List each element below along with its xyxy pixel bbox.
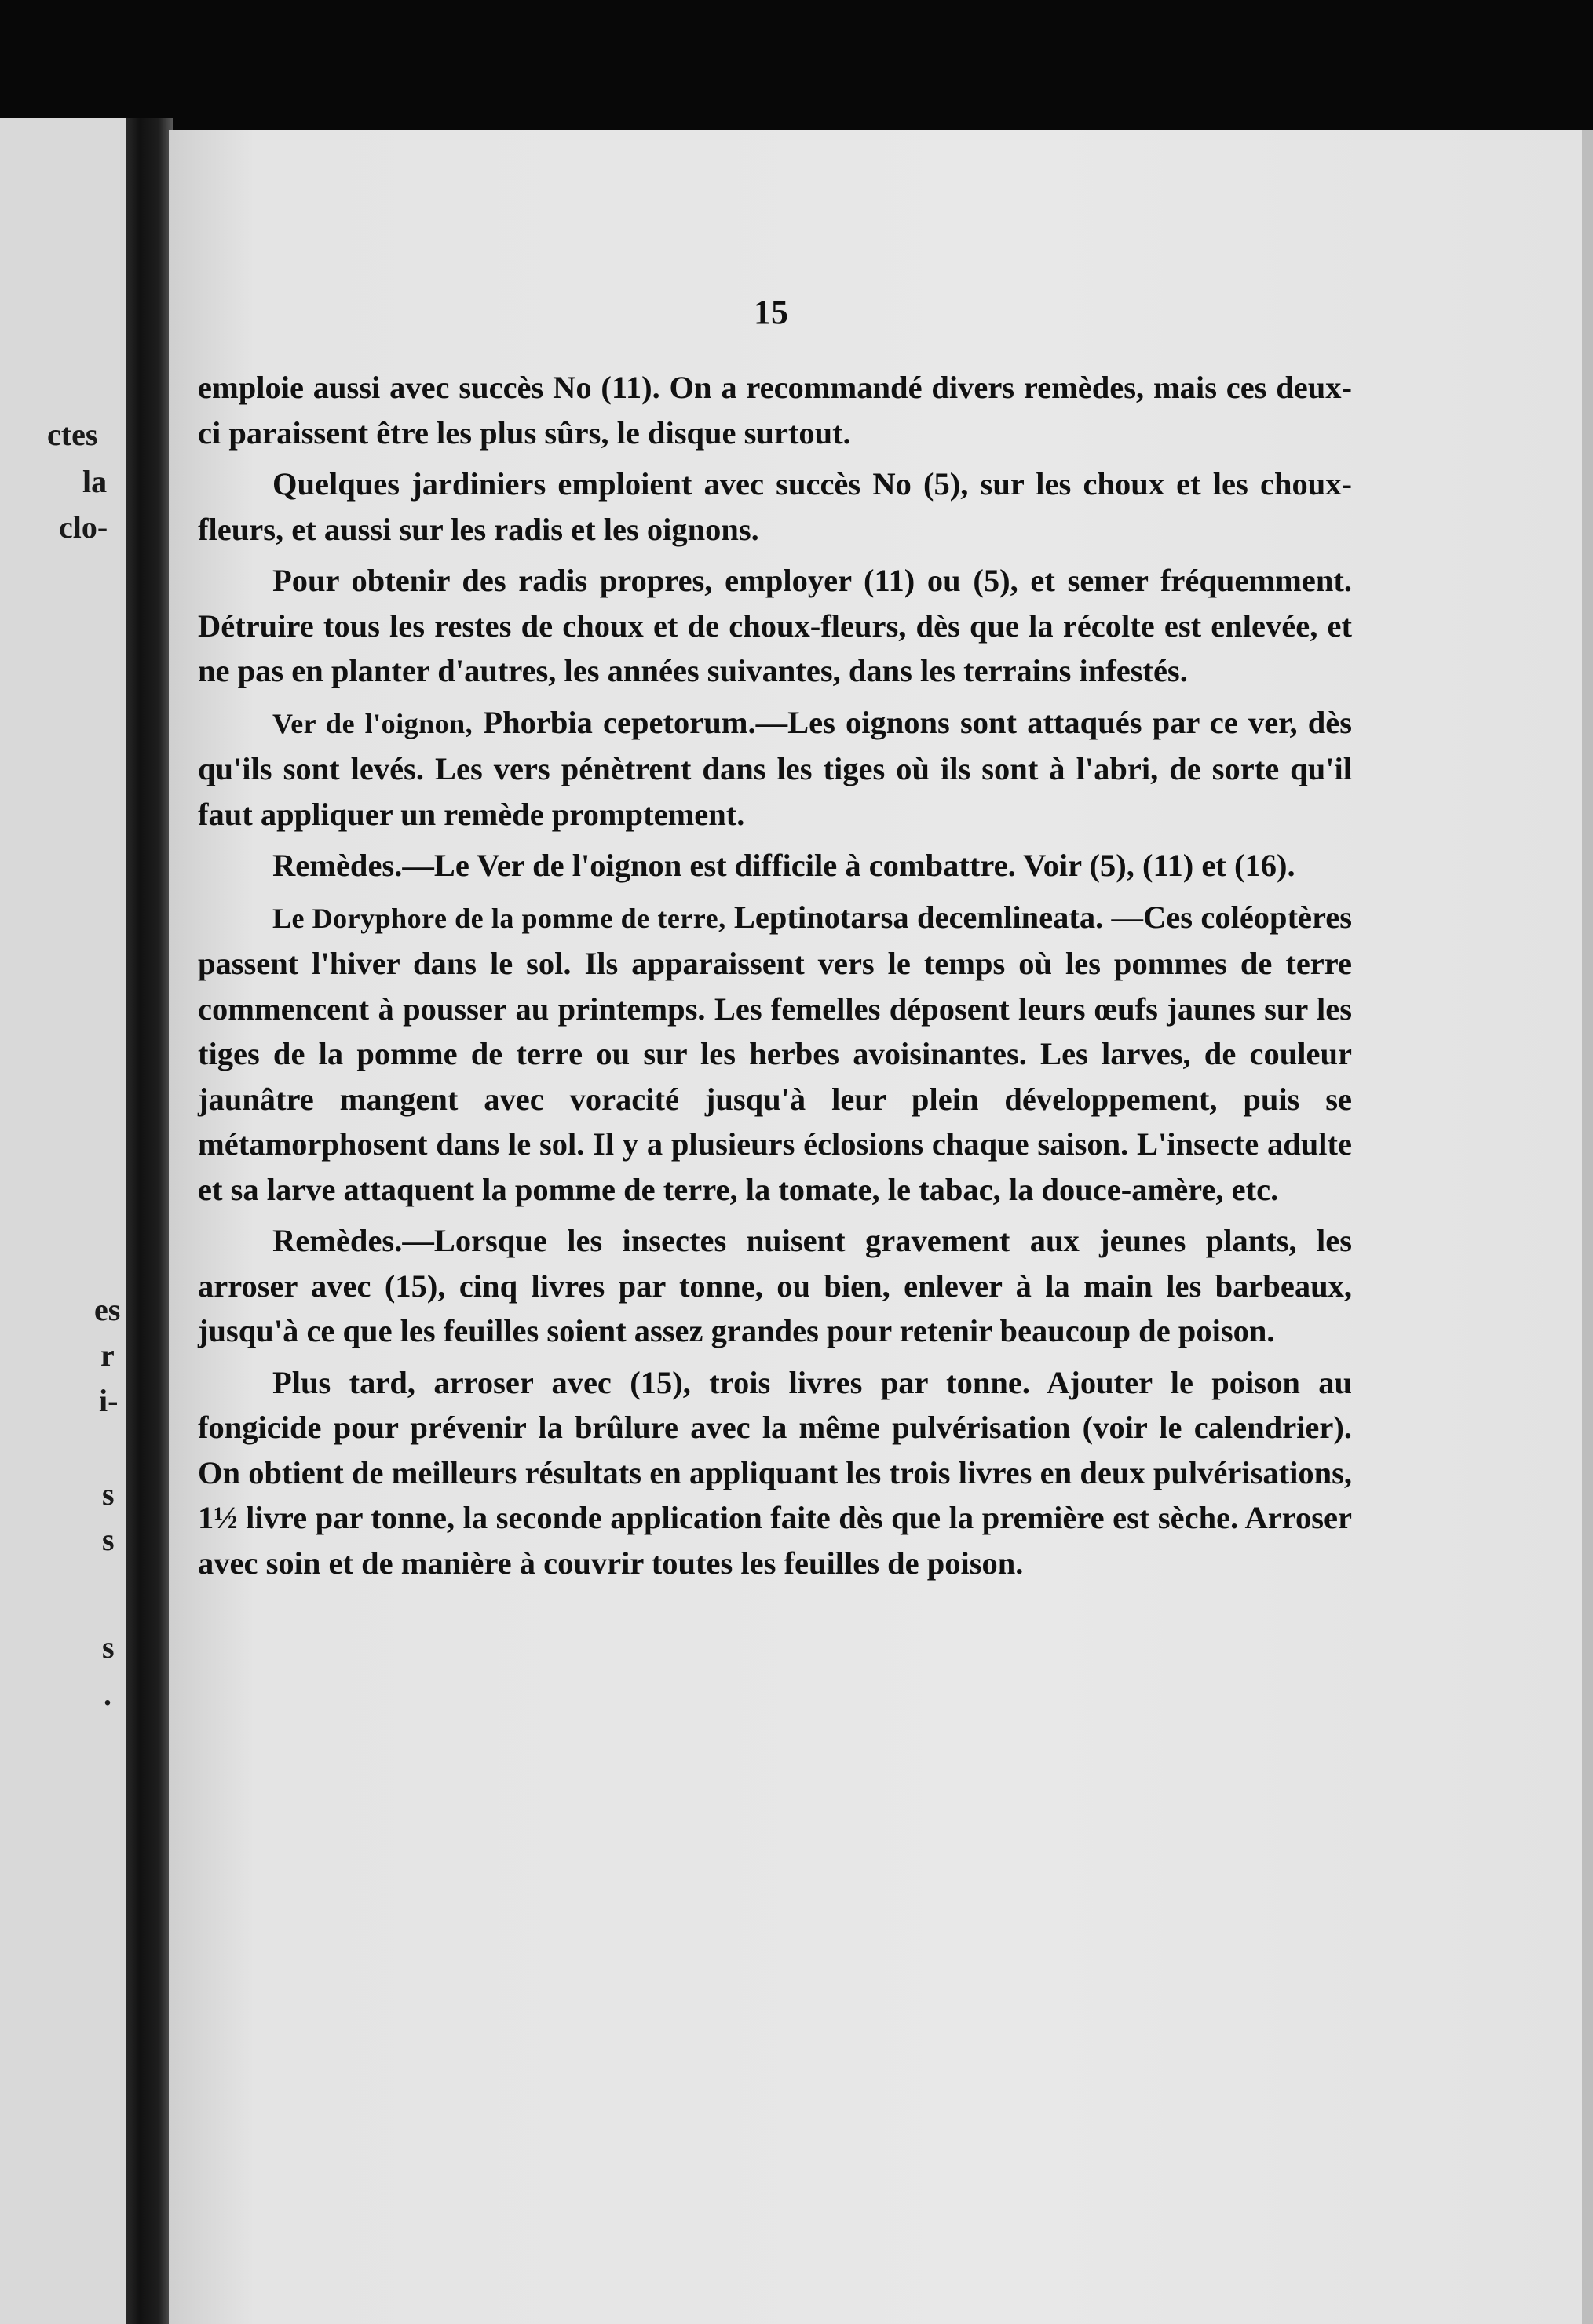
fragment-text: es [94, 1292, 121, 1327]
paragraph [198, 843, 1352, 888]
section-heading: Ver de l'oignon, [272, 707, 473, 739]
fragment-text: la [82, 464, 108, 499]
fragment-text: clo- [59, 509, 108, 545]
paragraph [198, 700, 1352, 837]
fragment-text: s [102, 1476, 115, 1512]
scan-top-border [0, 0, 1593, 133]
book-spine-shadow [126, 118, 173, 2324]
paragraph-text: Pour obtenir des radis propres, employer (11) ou (5), et semer fréquemment. Détruire tous les restes de choux et de choux-fleurs, dès que la récolte est enlevée, et ne pas en planter d'autres, les années suivantes, dans les terrains infestés. [198, 563, 1352, 688]
paragraph [198, 558, 1352, 694]
fragment-text: ctes [47, 417, 98, 452]
paragraph-text: Quelques jardiniers emploient avec succès No (5), sur les choux et les choux-fleurs, et aussi sur les radis et les oignons. [198, 466, 1352, 547]
adjacent-page-fragment [0, 118, 137, 2324]
paragraph-text: Remèdes.—Lorsque les insectes nuisent gravement aux jeunes plants, les arroser avec (15), cinq livres par tonne, ou bien, enlever à la main les barbeaux, jusqu'à ce que les feuilles soient assez grandes pour retenir beaucoup de poison. [198, 1223, 1352, 1348]
fragment-text: s [102, 1522, 115, 1557]
body-text [198, 365, 1352, 1592]
fragment-text: r [100, 1337, 115, 1373]
fragment-text: s [102, 1629, 115, 1665]
paragraph [198, 1360, 1352, 1586]
page-edge [1582, 130, 1593, 2324]
paragraph [198, 365, 1352, 455]
fragment-text: i- [99, 1383, 119, 1418]
paragraph-text: Remèdes.—Le Ver de l'oignon est difficile à combattre. Voir (5), (11) et (16). [272, 848, 1295, 883]
paragraph-text: Plus tard, arroser avec (15), trois livres par tonne. Ajouter le poison au fongicide pour prévenir la brûlure avec la même pulvérisation (voir le calendrier). On obtient de meilleurs résultats en appliquant les trois livres en deux pulvérisations, 1½ livre par tonne, la seconde application faite dès que la première est sèche. Arroser avec soin et de manière à couvrir toutes les feuilles de poison. [198, 1364, 1352, 1581]
fragment-text: . [104, 1676, 111, 1712]
page-number: 15 [754, 293, 788, 331]
paragraph [198, 462, 1352, 552]
paragraph [198, 895, 1352, 1213]
paragraph-text: Phorbia cepetorum.—Les oignons sont attaqués par ce ver, dès qu'ils sont levés. Les vers pénètrent dans les tiges où ils sont à l'abri, de sorte qu'il faut appliquer un remède promptement. [198, 704, 1353, 832]
paragraph-text: Leptinotarsa decemlineata. —Ces coléoptères passent l'hiver dans le sol. Ils apparaissent vers le temps où les pommes de terre commencent à pousser au printemps. Les femelles déposent leurs œufs jaunes sur les tiges de la pomme de terre ou sur les herbes avoisinantes. Les larves, de couleur jaunâtre mangent avec voracité jusqu'à leur plein développement, puis se métamorphosent dans le sol. Il y a plusieurs éclosions chaque saison. L'insecte adulte et sa larve attaquent la pomme de terre, la tomate, le tabac, la douce-amère, etc. [198, 899, 1353, 1207]
paragraph-text: emploie aussi avec succès No (11). On a recommandé divers remèdes, mais ces deux-ci paraissent être les plus sûrs, le disque surtout. [198, 370, 1352, 451]
section-heading: Le Doryphore de la pomme de terre, [272, 902, 726, 934]
paragraph [198, 1218, 1352, 1354]
